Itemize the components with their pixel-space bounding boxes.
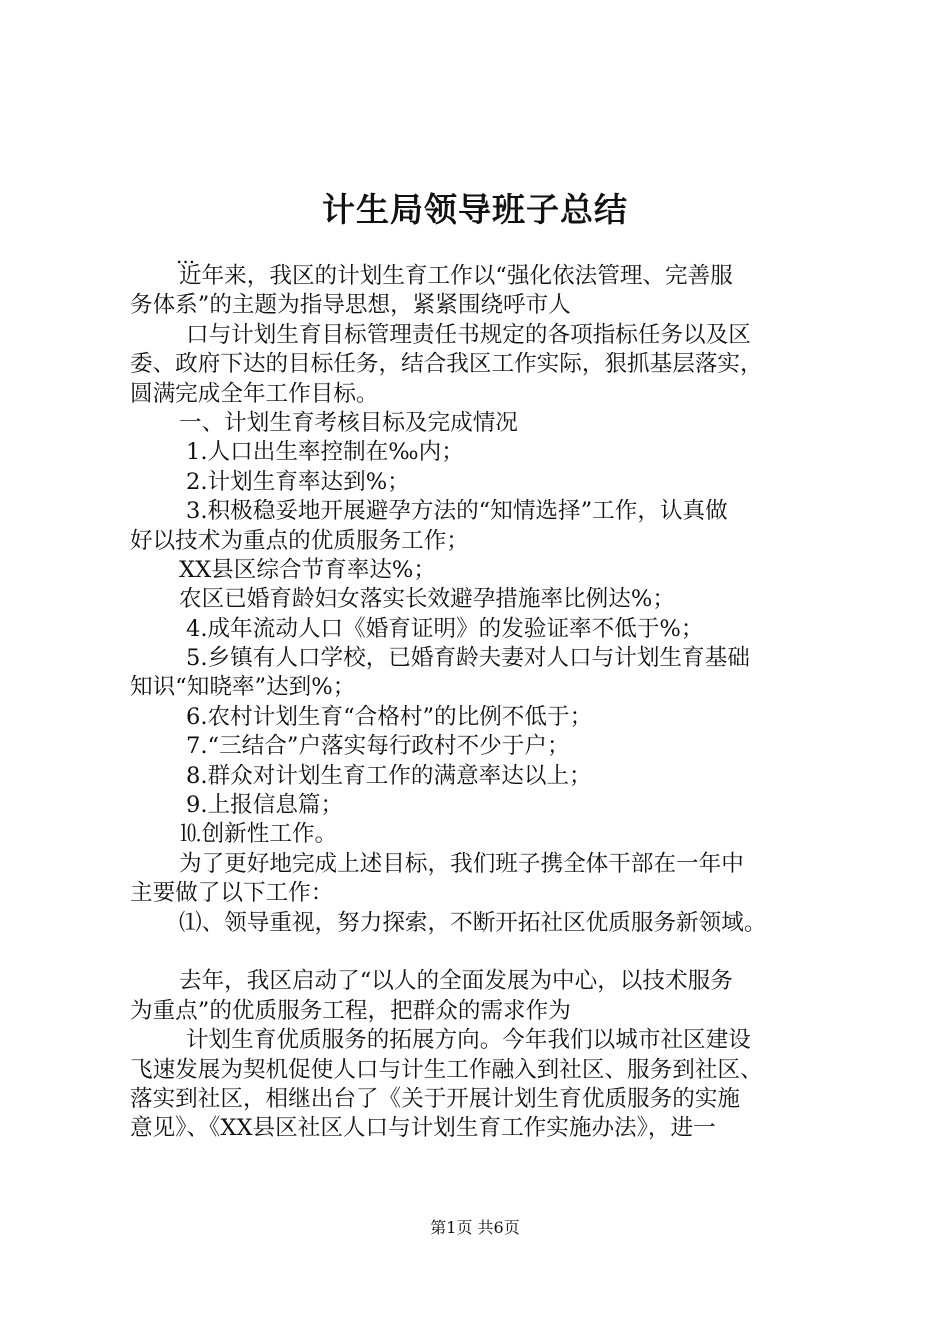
paragraph-line: 计划生育优质服务的拓展方向。今年我们以城市社区建设 — [186, 1027, 751, 1054]
paragraph-line: 为重点”的优质服务工程，把群众的需求作为 — [130, 997, 571, 1024]
list-item: XX县区综合节育率达%； — [179, 556, 436, 583]
paragraph-line: 务体系”的主题为指导思想，紧紧围绕呼市人 — [130, 292, 571, 319]
ellipsis-text: ... — [176, 244, 196, 268]
page-number-footer: 第1页 共6页 — [430, 1218, 520, 1237]
list-item: ⒑创新性工作。 — [179, 821, 338, 848]
list-item: 农区已婚育龄妇女落实长效避孕措施率比例达%； — [179, 586, 675, 613]
list-item: 9.上报信息篇； — [186, 792, 344, 819]
blank-line — [130, 938, 830, 967]
paragraph-line: 近年来，我区的计划生育工作以“强化依法管理、完善服 — [179, 263, 733, 289]
list-item-continuation: 好以技术为重点的优质服务工作； — [130, 527, 469, 554]
list-item: 5.乡镇有人口学校，已婚育龄夫妻对人口与计划生育基础 — [186, 645, 750, 672]
list-item: 4.成年流动人口《婚育证明》的发验证率不低于%； — [186, 615, 704, 642]
paragraph-line: 意见》、《XX县区社区人口与计划生育工作实施办法》，进一 — [130, 1115, 716, 1142]
paragraph-line: 飞速发展为契机促使人口与计生工作融入到社区、服务到社区、 — [130, 1056, 763, 1083]
list-item: 8.群众对计划生育工作的满意率达以上； — [186, 762, 592, 789]
list-item: 7.“三结合”户落实每行政村不少于户； — [186, 733, 570, 760]
paragraph-line: 落实到社区，相继出台了《关于开展计划生育优质服务的实施 — [130, 1085, 741, 1112]
subsection-heading: ⑴、领导重视，努力探索，不断开拓社区优质服务新领域。 — [179, 909, 767, 936]
list-item-continuation: 知识“知晓率”达到%； — [130, 674, 356, 701]
list-item: 6.农村计划生育“合格村”的比例不低于； — [186, 703, 593, 730]
paragraph-line: 去年，我区启动了“以人的全面发展为中心，以技术服务 — [179, 968, 733, 995]
paragraph-line: 主要做了以下工作： — [130, 880, 334, 907]
paragraph-line: 为了更好地完成上述目标，我们班子携全体干部在一年中 — [179, 850, 744, 877]
paragraph-line: 圆满完成全年工作目标。 — [130, 380, 379, 407]
list-item: 3.积极稳妥地开展避孕方法的“知情选择”工作，认真做 — [186, 498, 728, 525]
paragraph-line: 委、政府下达的目标任务，结合我区工作实际，狠抓基层落实， — [130, 351, 763, 378]
document-body — [130, 262, 830, 1144]
list-item: 1.人口出生率控制在‰内； — [186, 439, 464, 466]
document-title: 计生局领导班子总结 — [322, 190, 628, 229]
list-item: 2.计划生育率达到%； — [186, 468, 410, 495]
section-heading: 一、计划生育考核目标及完成情况 — [179, 409, 518, 436]
paragraph-line: 口与计划生育目标管理责任书规定的各项指标任务以及区 — [186, 321, 751, 348]
